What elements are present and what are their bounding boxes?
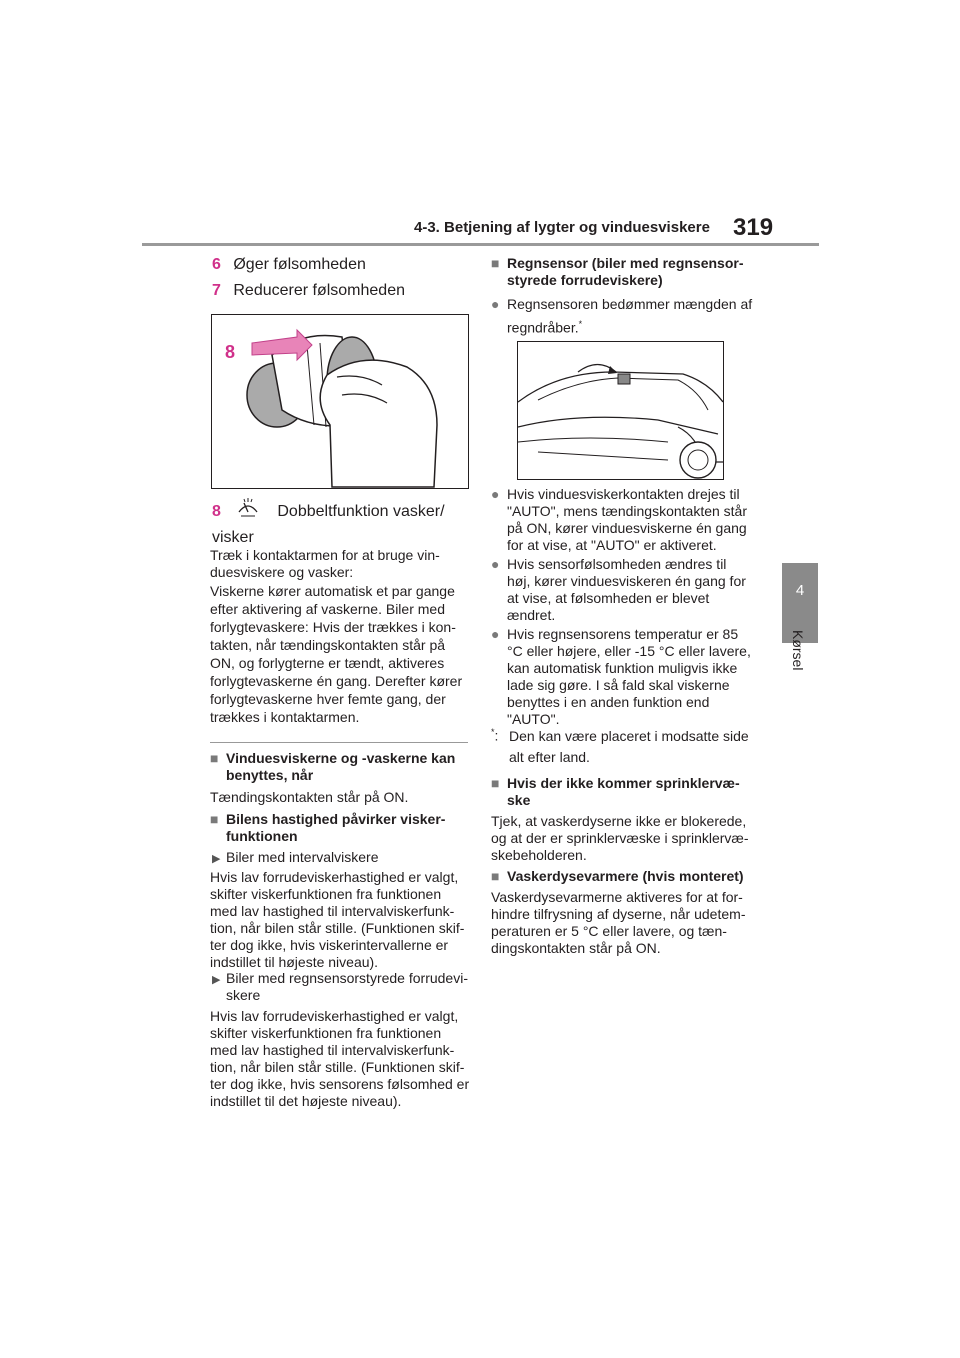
text-nozzle-heaters: Vaskerdysevarmerne aktiveres for at forhindre tilfrysning af dyserne, når udetemperaturen er 5 °C eller lavere, og tændingskontakten står på ON. xyxy=(491,889,746,956)
paragraph-auto-run: Viskerne kører automatisk et par gange efter aktivering af vaskerne. Biler med forlygtevaskere: Hvis der trækkes i kontakten, når tændingskontakten står på ON, og forlygterne er tændt, aktiveres forlygtevaskerne én gang. Derefter kører forlygtevaskerne hver femte gang, der trækkes i kontaktarmen. xyxy=(210,583,463,725)
washer-wiper-icon xyxy=(235,498,263,526)
sub-rain-sensor xyxy=(210,970,472,1004)
circle-bullet-icon: ● xyxy=(491,296,500,312)
bullet-text: Hvis regnsensorens temperatur er 85 °C eller højere, eller -15 °C eller lavere, kan automatisk funktion muligvis ikke lade sig gøre. I så fald skal viskerne benyttes i en anden funktion end "AUTO". xyxy=(507,626,751,727)
section-title: 4-3. Betjening af lygter og vinduesviskere xyxy=(414,219,710,236)
car-illustration xyxy=(518,342,723,479)
heading-rain-sensor xyxy=(491,255,751,289)
footnote xyxy=(491,726,753,768)
footnote-mark: *: xyxy=(491,727,499,744)
text-ignition-on: Tændingskontakten står på ON. xyxy=(210,789,409,805)
heading-no-washer-fluid xyxy=(491,775,753,809)
footnote-text: Den kan være placeret i modsatte side alt efter land. xyxy=(509,728,749,765)
heading-speed-affects xyxy=(210,811,470,845)
figure-callout-8: 8 xyxy=(225,342,236,362)
section-divider xyxy=(210,742,468,743)
heading-text: Hvis der ikke kommer sprinklervæske xyxy=(507,775,740,808)
square-bullet-icon: ■ xyxy=(210,811,219,827)
item-6 xyxy=(212,253,472,277)
item-number: 6 xyxy=(212,256,221,273)
triangle-bullet-icon: ▶ xyxy=(212,853,221,865)
sub-text: Biler med regnsensorstyrede forrudeviskere xyxy=(226,970,469,1003)
paragraph-usage: Træk i kontaktarmen for at bruge vinduesviskere og vasker: xyxy=(210,547,440,580)
bullet-sensitivity xyxy=(491,556,753,624)
text-rain-sensor: Hvis lav forrudeviskerhastighed er valgt, skifter viskerfunktionen fra funktionen med lav hastighed til intervalviskerfunktion, når bilen står stille. (Funktionen skifter dog ikke, hvis sensorens følsomhed er indstillet til det højeste niveau). xyxy=(210,1008,470,1109)
sub-text: Biler med intervalviskere xyxy=(226,849,379,865)
item-7 xyxy=(212,279,472,303)
chapter-label: Kørsel xyxy=(790,630,806,671)
page-number: 319 xyxy=(733,214,774,241)
heading-text: Regnsensor (biler med regnsensorstyrede forrudeviskere) xyxy=(507,255,744,288)
header-divider xyxy=(142,243,819,246)
item-number: 7 xyxy=(212,282,221,299)
bullet-text: Hvis vinduesviskerkontakten drejes til "AUTO", mens tændingskontakten står på ON, kører vinduesviskerne én gang for at vise, at "AUTO" er aktiveret. xyxy=(507,486,748,553)
triangle-bullet-icon: ▶ xyxy=(212,974,221,986)
item-text: Øger følsomheden xyxy=(233,256,366,273)
heading-text: Bilens hastighed påvirker viskerfunktionen xyxy=(226,811,446,844)
car-rain-sensor-figure xyxy=(517,341,724,480)
item-number: 8 xyxy=(212,503,221,521)
footnote-marker: * xyxy=(578,319,583,329)
square-bullet-icon: ■ xyxy=(491,868,500,884)
square-bullet-icon: ■ xyxy=(491,775,500,791)
text-intermittent: Hvis lav forrudeviskerhastighed er valgt, skifter viskerfunktionen fra funktionen med lav hastighed til intervalviskerfunktion, når bilen står stille. (Funktionen skifter dog ikke, hvis viskerintervallerne er indstillet til højeste niveau). xyxy=(210,869,465,970)
bullet-temperature xyxy=(491,626,753,728)
wiper-lever-illustration xyxy=(212,315,468,488)
text-no-washer-fluid: Tjek, at vaskerdyserne ikke er blokerede, og at der er sprinklervæske i sprinklervæskebeholderen. xyxy=(491,813,749,863)
item-text: Reducerer følsomheden xyxy=(233,282,405,299)
chapter-number: 4 xyxy=(795,582,805,599)
bullet-rain-amount xyxy=(491,294,753,338)
heading-nozzle-heaters xyxy=(491,868,753,885)
wiper-lever-figure xyxy=(211,314,469,489)
sub-intermittent xyxy=(210,849,470,866)
heading-usable-when xyxy=(210,750,470,784)
item-text: Dobbeltfunktion vasker/ visker xyxy=(212,503,445,546)
circle-bullet-icon: ● xyxy=(491,486,500,502)
bullet-auto xyxy=(491,486,753,554)
item-8 xyxy=(212,498,472,550)
heading-text: Vinduesviskerne og -vaskerne kan benyttes, når xyxy=(226,750,456,783)
heading-text: Vaskerdysevarmere (hvis monteret) xyxy=(507,868,744,884)
bullet-text: Regnsensoren bedømmer mængden af regndråber. xyxy=(507,296,753,336)
square-bullet-icon: ■ xyxy=(491,255,500,271)
circle-bullet-icon: ● xyxy=(491,626,500,642)
bullet-text: Hvis sensorfølsomheden ændres til høj, kører vinduesviskeren én gang for at vise, at følsomheden er blevet ændret. xyxy=(507,556,746,623)
square-bullet-icon: ■ xyxy=(210,750,219,766)
circle-bullet-icon: ● xyxy=(491,556,500,572)
